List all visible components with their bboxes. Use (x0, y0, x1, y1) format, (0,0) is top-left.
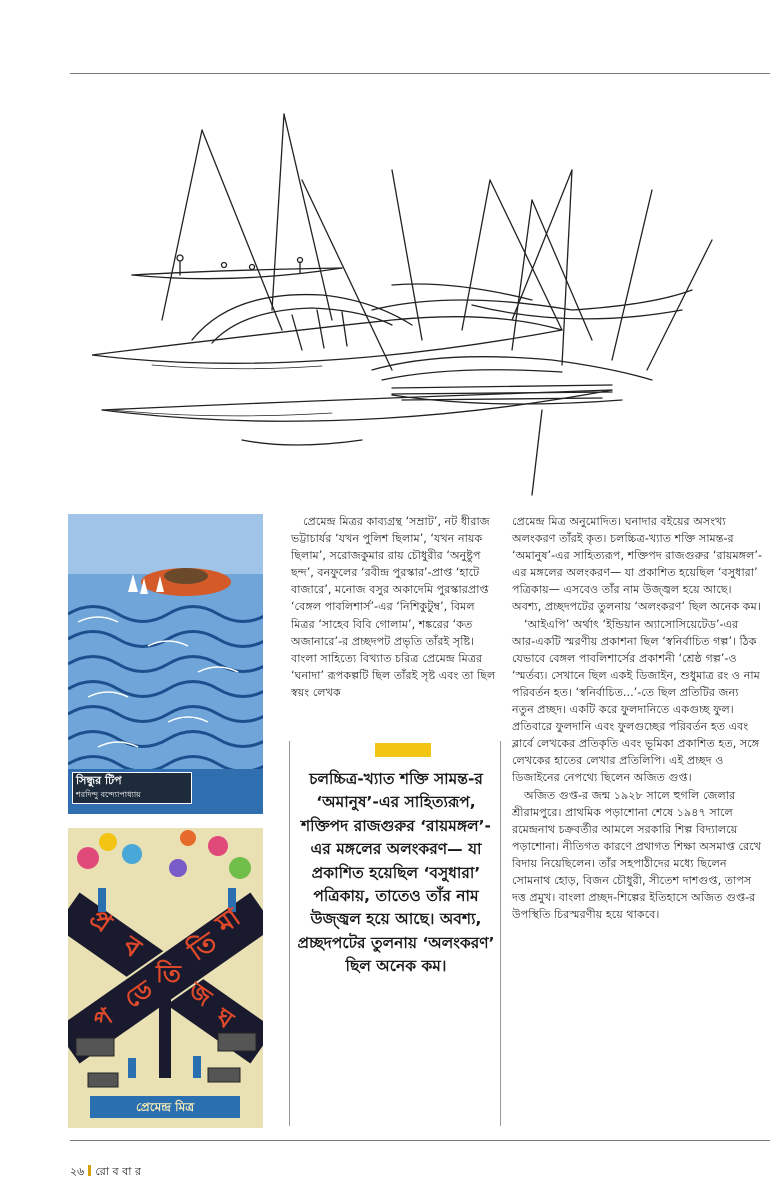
cover1-title: সিন্ধুর টিপ (76, 774, 122, 787)
book-cover-sea (68, 514, 263, 814)
pull-quote-accent-bar (375, 743, 431, 757)
article-paragraph: প্রেমেন্দ্র মিত্রর কাব্যগ্রন্থ ‘সম্রাট’, নট ধীরাজ ভট্টাচার্যর ‘যখন পুলিশ ছিলাম’, ‘যখন নায়ক ছিলাম’, সরোজকুমার রায় চৌধুরীর ‘অনুষ্টুপ ছন্দ’, বনফুলের ‘রবীন্দ্র পুরস্কার’-প্রাপ্ত ‘হাটে বাজারে’, মনোজ বসুর অকাদেমি পুরস্কারপ্রাপ্ত ‘বেঙ্গল পাবলিশার্স’-এর ‘নিশিকুটুম্ব’, বিমল মিত্রর ‘সাহেব বিবি গোলাম’, শঙ্করের ‘কত অজানারে’-র প্রচ্ছদপট প্রভৃতি তাঁরই সৃষ্টি। বাংলা সাহিত্যে বিখ্যাত চরিত্র প্রেমেন্দ্র মিত্রর ‘ঘনাদা’ রূপকল্পটি ছিল তাঁরই সৃষ্ট এবং তা ছিল স্বয়ং লেখক (291, 515, 496, 699)
page-number: ২৬ (70, 1165, 85, 1178)
article-paragraph: অজিত গুপ্ত-র জন্ম ১৯২৮ সালে হুগলি জেলার শ্রীরামপুরে। প্রাথমিক পড়াশোনা শেষে ১৯৪৭ সালে রমেন্দ্রনাথ চক্রবর্তীর আমলে সরকারি শিল্প বিদ্যালয়ে পড়াশোনা। নীতিগত কারণে প্রথাগত শিক্ষা অসমাপ্ত রেখে বিদায় নিয়েছিলেন। তাঁর সহপাঠীদের মধ্যে ছিলেন সোমনাথ হোড়, বিজন চৌধুরী, সীতেশ দাশগুপ্ত, তাপস দত্ত প্রমুখ। বাংলা প্রচ্ছদ-শিল্পের ইতিহাসে অজিত গুপ্ত-র উপস্থিতি চিরস্মরণীয় হয়ে থাকবে। (512, 788, 762, 922)
article-column-2 (512, 513, 762, 923)
cover2-title-char: ডে (119, 975, 158, 1014)
article-paragraph: ‘আইএপি’ অর্থাৎ ‘ইন্ডিয়ান অ্যাসোসিয়েটেড’-এর আর-একটি স্মরণীয় প্রকাশনা ছিল ‘স্বনির্বাচিত গল্প’। ঠিক যেভাবে বেঙ্গল পাবলিশার্সের প্রকাশনী ‘শ্রেষ্ঠ গল্প’-ও ‘স্মর্তব্য। সেখানে ছিল একই ডিজাইন, শুধুমাত্র রং ও নাম পরিবর্তন হত। ‘স্বনির্বাচিত...’-তে ছিল প্রতিটির জন্য নতুন প্রচ্ছদ। একটি করে ফুলদানিতে একগুচ্ছ ফুল। প্রতিবারে ফুলদানি এবং ফুলগুচ্ছের পরিবর্তন হত এবং ব্লার্বে লেখকের প্রতিকৃতি এবং ভূমিকা প্রকাশিত হত, সঙ্গে লেখকের হাতের লেখার প্রতিলিপি। এই প্রচ্ছদ ও ডিজাইনের নেপথ্যে ছিলেন অজিত গুপ্ত। (512, 617, 760, 785)
cover2-title-char: প্র (83, 903, 117, 940)
book-cover-crossroads (68, 828, 263, 1128)
cover1-title-block (72, 772, 192, 804)
top-rule (70, 73, 770, 74)
cover1-author: শরদিন্দু বন্দ্যোপাধ্যায় (76, 790, 141, 799)
cover2-title-char: ঘ (210, 1002, 239, 1035)
cover2-title-char: মা (210, 902, 247, 940)
boats-sketch-illustration (92, 110, 732, 500)
article-paragraph: প্রেমেন্দ্র মিত্র অনুমোদিত। ঘনাদার বইয়ের অসংখ্য অলংকরণ তাঁরই কৃত। চলচ্চিত্র-খ্যাত শক্তি সামন্ত-র ‘অমানুষ’-এর সাহিত্যরূপ, শক্তিপদ রাজগুরুর ‘রায়মঙ্গল’-এর মঙ্গলের অলংকরণ— যা প্রকাশিত হয়েছিল ‘বসুধারা’ পত্রিকায়— এসবেও তাঁর নাম উজ্জ্বল হয়ে আছে। অবশ্য, প্রচ্ছদপটের তুলনায় ‘অলংকরণ’ ছিল অনেক কম। (512, 515, 763, 614)
pull-quote: চলচ্চিত্র-খ্যাত শক্তি সামন্ত-র ‘অমানুষ’-এর সাহিত্যরূপ, শক্তিপদ রাজগুরুর ‘রায়মঙ্গল’-এর মঙ্গলের অলংকরণ— যা প্রকাশিত হয়েছিল ‘বসুধারা’ পত্রিকায়, তাতেও তাঁর নাম উজ্জ্বল হয়ে আছে। অবশ্য, প্রচ্ছদপটের তুলনায় ‘অলংকরণ’ ছিল অনেক কম। (297, 770, 495, 976)
magazine-name: রো ব বা র (95, 1165, 141, 1178)
cover2-title-char: জ (183, 976, 217, 1012)
cover2-title-char: তি (183, 927, 223, 968)
bottom-rule (70, 1140, 770, 1141)
page-folio (70, 1163, 141, 1182)
cover2-title-char: প (88, 1002, 118, 1035)
folio-divider (88, 1165, 91, 1176)
cover2-title-char: তি (156, 960, 181, 988)
cover2-title-char: ব (117, 930, 147, 964)
cover2-author: প্রেমেন্দ্র মিত্র (135, 1100, 195, 1114)
article-column-1 (291, 513, 501, 701)
cover2-title-letters (68, 828, 263, 1088)
